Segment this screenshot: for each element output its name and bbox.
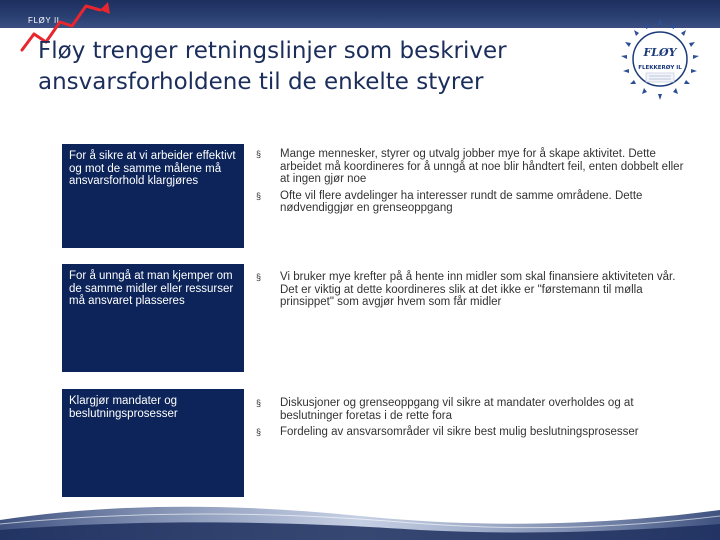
list-item: § Mange mennesker, styrer og utvalg jobber mye for å skape aktivitet. Dette arbeidet må koordineres for å unngå at noe blir håndtert feil, enten dobbelt eller at ingen gjør noe [256, 148, 684, 185]
row-label-box-2 [62, 264, 244, 372]
list-item: § Diskusjoner og grenseoppgang vil sikre at mandater overholdes og at beslutninger foretas i de rette fora [256, 397, 634, 422]
row-label-box-1 [62, 144, 244, 248]
row-label-2: For å unngå at man kjemper om de samme midler eller ressurser må ansvaret plasseres [69, 270, 234, 307]
club-logo-icon [612, 14, 708, 110]
list-item: § Ofte vil flere avdelinger ha interesser rundt de samme områdene. Dette nødvendiggjør en grenseoppgang [256, 189, 643, 214]
logo-name-bottom: FLEKKERØY IL [638, 65, 682, 71]
list-item: § Vi bruker mye krefter på å hente inn midler som skal finansiere aktiviteten vår. Det er viktig at dette koordineres slik at det ikke er "førstemann til mølla prinsippet" som avgjør hvem som får midler [256, 271, 676, 308]
bullet-list-3 [256, 397, 696, 443]
bullet-marker: § [256, 149, 262, 159]
row-label-1: For å sikre at vi arbeider effektivt og mot de samme målene må ansvarsforhold klargjøres [69, 150, 236, 187]
bullet-marker: § [256, 272, 262, 282]
row-label-3: Klargjør mandater og beslutningsprosesser [69, 395, 178, 420]
bullet-marker: § [256, 190, 262, 201]
page-title: Fløy trenger retningslinjer som beskriver ansvarsforholdene til de enkelte styrer [38, 38, 507, 95]
brand-label: FLØY IL [28, 16, 62, 25]
logo-name-top: FLØY [643, 46, 677, 59]
bullet-list-2 [256, 271, 696, 313]
bullet-marker: § [256, 398, 262, 408]
bullet-marker: § [256, 427, 262, 437]
list-item: § Fordeling av ansvarsområder vil sikre best mulig beslutningsprosesser [256, 426, 639, 438]
footer-wave-decoration [0, 480, 720, 540]
bullet-list-1 [256, 148, 696, 219]
